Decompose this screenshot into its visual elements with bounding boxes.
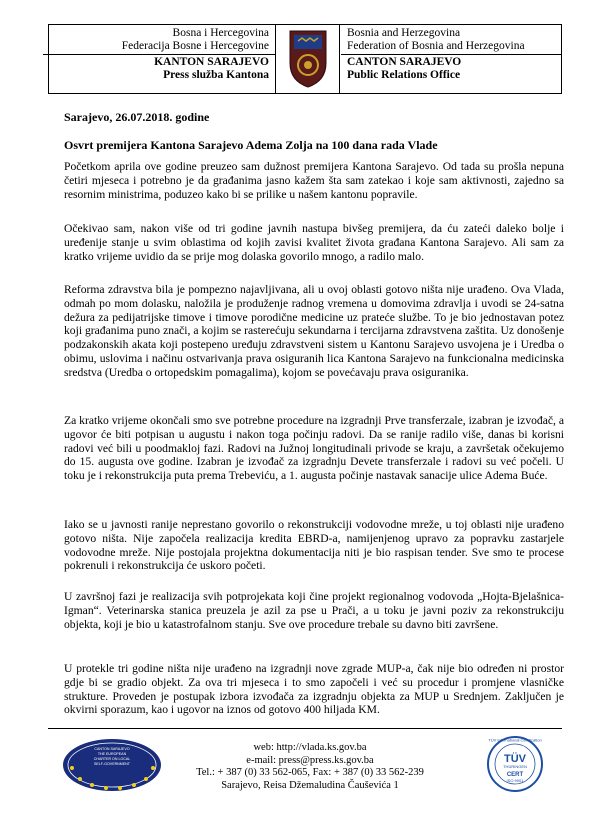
eu-badge-line: THE EUROPEAN [97,752,127,756]
tuv-label: TÜV [504,753,526,765]
canton-sarajevo-coat-of-arms-icon [288,29,328,89]
tuv-iso: ISO 9001 [506,778,524,783]
dateline: Sarajevo, 26.07.2018. godine [64,110,210,124]
paragraph-2: Očekivao sam, nakon više od tri godine javnih nastupa bivšeg premijera, da ću zateći daleko bolje i uređenije stanje u svim oblastima od kojih zavisi kvalitet života građana Kantona Sarajevo. Ali sam za kratko vrijeme uvidio da se prije mog dolaska govorilo mnogo, a radilo malo. [64,222,564,263]
contact-block [180,742,440,792]
letterhead-english [341,25,561,93]
crest-cell [276,25,340,93]
paragraph-6: U završnoj fazi je realizacija svih potprojekata koji čine projekt regionalnog vodovoda „Hojta-Bjelašnica-Igman“. Veterinarska stanica preuzela je azil za pse u Prači, a u toku je javni poziv za rekonstrukciju objekta, koji je bio u katastrofalnom stanju. Sve ove procedure trebale su davno biti završene. [64,590,564,631]
tuv-sub: THÜRINGEN [503,764,527,769]
letterhead-local [49,25,276,93]
tuv-certification-seal-icon [486,734,544,798]
eu-badge-line: CHARTER ON LOCAL [93,757,131,761]
document-title: Osvrt premijera Kantona Sarajevo Adema Zolja na 100 dana rada Vlade [64,138,438,152]
country-name-en: Bosnia and Herzegovina [347,27,461,39]
federation-name-local: Federacija Bosne i Hercegovine [121,40,269,52]
paragraph-7: U protekle tri godine ništa nije urađeno na izgradnji nove zgrade MUP-a, čak nije bio određen ni prostor gdje bi se gradio objekt. Za ova tri mjeseca i to smo započeli i već su procedur i promjene vlasničke strukture. Proveden je postupak izbora izvođača za izgradnju objekta za MUP u Srednjem. Zaključen je okvirni sporazum, kao i ugovor na iznos od gotovo 400 hiljada KM. [64,662,564,717]
tuv-ring-text: TÜV International Certification [488,737,542,743]
paragraph-5: Iako se u javnosti ranije neprestano govorilo o rekonstrukciji vodovodne mreže, u toj oblasti nije urađeno gotovo ništa. Nije započela realizacija kredita EBRD-a, namijenjenog upravo za popravku zastarjele vodovodne mreže. Nije postojala projektna dokumentacija niti je bio raspisan tender. Sve smo te procese pokrenuli i rekonstrukcija će uskoro početi. [64,518,564,573]
divider [341,54,561,55]
country-name-local: Bosna i Hercegovina [172,27,269,39]
letterhead [48,24,562,94]
canton-name-en: CANTON SARAJEVO [347,56,462,68]
paragraph-4: Za kratko vrijeme okončali smo sve potrebne procedure na izgradnji Prve transferzale, izabran je izvođač, a ugovor će biti potpisan u augustu i nakon toga počinju radovi. Da se ranije radilo više, danas bi korisni radovi već bili u poodmakloj fazi. Radovi na Južnoj longitudinali privode se kraju, a završetak očekujemo do 15. augusta ove godine. Izabran je izvođač za izgradnju Devete transferzale i radovi su već počeli. U toku je i rekonstrukcija puta prema Trebeviću, a 1. augusta počinje nastavak sanacije ulice Adema Buće. [64,414,564,483]
contact-web: web: http://vlada.ks.gov.ba [253,742,367,753]
federation-name-en: Federation of Bosnia and Herzegovina [347,40,525,52]
tuv-cert: CERT [506,772,524,778]
contact-address: Sarajevo, Reisa Džemaludina Čauševića 1 [221,779,399,791]
contact-email: e-mail: press@press.ks.gov.ba [246,754,374,766]
footer-divider [48,728,562,729]
paragraph-1: Početkom aprila ove godine preuzeo sam dužnost premijera Kantona Sarajevo. Od tada su prošla nepuna četiri mjeseca i potrebno je da građanima jasno kažem šta sam zatekao i koje sam aktivnosti, zajedno sa resornim ministrima, poduzeo kako bi se prilike u našem kantonu popravile. [64,160,564,201]
office-name-en: Public Relations Office [347,69,461,81]
eu-badge-line: CANTON SARAJEVO [94,747,130,751]
eu-badge-line: SELF-GOVERNMENT [94,762,130,766]
divider [43,54,275,55]
canton-name-local: KANTON SARAJEVO [154,56,269,68]
eu-stars-badge-icon [62,738,162,792]
contact-phone: Tel.: + 387 (0) 33 562-065, Fax: + 387 (0) 33 562-239 [196,767,424,779]
office-name-local: Press služba Kantona [163,69,269,81]
paragraph-3: Reforma zdravstva bila je pompezno najavljivana, ali u ovoj oblasti gotovo ništa nije urađeno. Ova Vlada, odmah po mom dolasku, naložila je produženje radnog vremena u domovima zdravlja i uvodi se 24-satna dežura za pedijatrijske timove i timove porodične medicine uz prateće službe. To je bio jednostavan potez koji građanima puno znači, a kojim se rasterećuju sekundarna i tercijarna zdravstvena zaštita. Uz donošenje podzakonskih akata koji postepeno uređuju zdravstveni sistem u Kantonu Sarajevo usvojena je i Uredba o obimu, uslovima i načinu ostvarivanja prava osiguranih lica Kantona Sarajevo na funkcionalna medicinska sredstva (Uredba o ortopedskim pomagalima), kojom se povećavaju prava osiguranika. [64,283,564,379]
